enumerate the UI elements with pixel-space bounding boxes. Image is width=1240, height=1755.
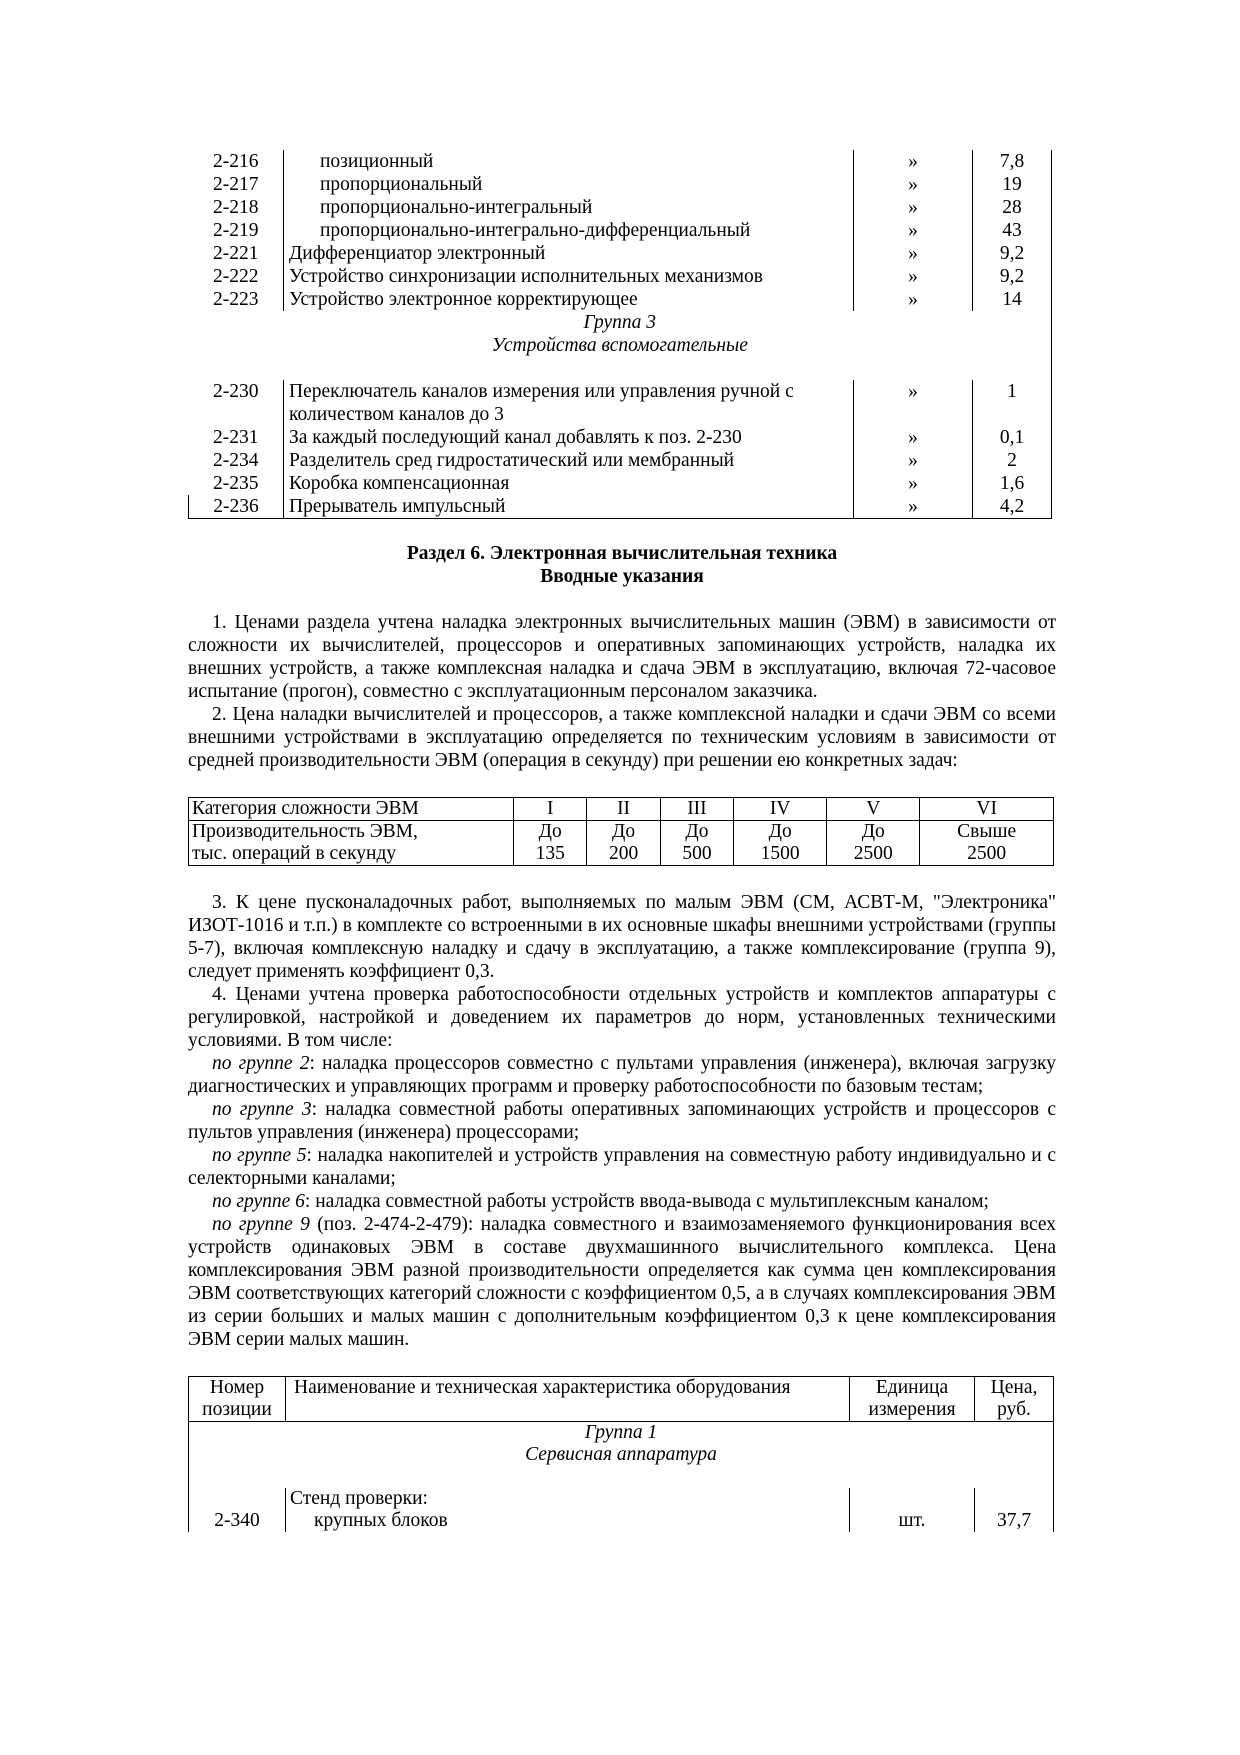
table-row xyxy=(189,472,1052,495)
item-price: 0,1 xyxy=(973,426,1052,449)
position-number: 2-236 xyxy=(189,495,284,519)
item-unit: » xyxy=(854,196,973,219)
item-name: Разделитель сред гидростатический или мембранный xyxy=(284,449,854,472)
item-price: 9,2 xyxy=(973,242,1052,265)
notes-paragraphs xyxy=(188,891,1056,1351)
item-price: 1 xyxy=(973,380,1052,426)
item-subname: крупных блоков xyxy=(314,1510,448,1531)
paragraph-2: 2. Цена наладки вычислителей и процессоров, а также комплексной наладки и сдачи ЭВМ со всеми внешними устройствами в эксплуатацию определяется по техническим условиям в зависимости от средней производительности ЭВМ (операция в секунду) при решении ею конкретных задач: xyxy=(188,704,1056,771)
position-number: 2-230 xyxy=(213,381,259,402)
position-number: 2-217 xyxy=(213,174,259,195)
item-name: пропорциональный xyxy=(284,173,854,196)
price-table-continuation xyxy=(188,150,1052,519)
paragraph-3: 3. К цене пусконаладочных работ, выполняемых по малым ЭВМ (СМ, АСВТ-М, "Электроника" ИЗОТ-1016 и т.п.) в комплекте со встроенными в их основные шкафы внешними устройствами (группы 5-7), включая комплексную наладку и сдачу в эксплуатацию, а также комплексирование (группа 9), следует применять коэффициент 0,3. xyxy=(188,892,1056,982)
performance-cell: До 2500 xyxy=(827,821,920,866)
group-9-note: по группе 9 (поз. 2-474-2-479): наладка совместного и взаимозаменяемого функционирования всех устройств одинаковых ЭВМ в составе двухмашинного вычислительного комплекса. Цена комплексирования ЭВМ разной производительности определяется как сумма цен комплексирования ЭВМ соответствующих категорий сложности с коэффициентом 0,5, а в случаях комплексирования ЭВМ из серии больших и малых машин с дополнительным коэффициентом 0,3 к цене комплексирования ЭВМ серии малых машин. xyxy=(188,1214,1056,1350)
position-number: 2-218 xyxy=(213,197,259,218)
category-cell: II xyxy=(587,798,660,821)
item-name: Устройство электронное корректирующее xyxy=(284,288,854,311)
table-row xyxy=(189,265,1052,288)
document-page xyxy=(188,150,1056,1532)
performance-cell: Свыше 2500 xyxy=(920,821,1054,866)
group-subtitle: Устройства вспомогательные xyxy=(189,334,1052,357)
item-unit: » xyxy=(854,426,973,449)
category-cell: V xyxy=(827,798,920,821)
item-unit: » xyxy=(854,472,973,495)
header-item-name: Наименование и техническая характеристика оборудования xyxy=(286,1377,850,1422)
category-cell: VI xyxy=(920,798,1054,821)
position-number: 2-222 xyxy=(213,266,259,287)
item-unit: » xyxy=(854,449,973,472)
item-unit: » xyxy=(854,380,973,426)
item-price: 4,2 xyxy=(973,495,1052,519)
table-row xyxy=(189,196,1052,219)
group-6-note: по группе 6: наладка совместной работы устройств ввода-вывода с мультиплексным каналом; xyxy=(212,1191,989,1212)
group-2-note: по группе 2: наладка процессоров совместно с пультами управления (инженера), включая загрузку диагностических и управляющих программ и проверку работоспособности по базовым тестам; xyxy=(188,1053,1056,1097)
group-subtitle: Сервисная аппаратура xyxy=(525,1444,717,1465)
section-title: Раздел 6. Электронная вычислительная техника xyxy=(406,543,838,564)
table-row xyxy=(189,150,1052,173)
performance-cell: До 500 xyxy=(660,821,733,866)
header-position-number: Номер позиции xyxy=(189,1377,286,1422)
item-price: 19 xyxy=(973,173,1052,196)
performance-cell: До 200 xyxy=(587,821,660,866)
table-row xyxy=(189,173,1052,196)
group-title: Группа 3 xyxy=(189,311,1052,334)
item-unit: шт. xyxy=(850,1488,975,1532)
item-unit: » xyxy=(854,150,973,173)
section-subtitle: Вводные указания xyxy=(540,566,704,587)
item-price: 14 xyxy=(973,288,1052,311)
item-name: пропорционально-интегрально-дифференциальный xyxy=(284,219,854,242)
table-row xyxy=(189,219,1052,242)
category-cell: III xyxy=(660,798,733,821)
item-unit: » xyxy=(854,219,973,242)
table-row xyxy=(189,380,1052,426)
position-number: 2-216 xyxy=(213,151,259,172)
table-row xyxy=(189,495,1052,519)
position-number: 2-340 xyxy=(189,1488,286,1532)
item-price: 37,7 xyxy=(975,1488,1054,1532)
item-heading: Стенд проверки: xyxy=(290,1488,428,1509)
table-row xyxy=(189,426,1052,449)
paragraph-4: 4. Ценами учтена проверка работоспособности отдельных устройств и комплектов аппаратуры с регулировкой, настройкой и доведением их параметров до норм, установленных техническими условиями. В том числе: xyxy=(188,984,1056,1051)
item-unit: » xyxy=(854,288,973,311)
header-price: Цена, руб. xyxy=(975,1377,1054,1422)
table-header-row xyxy=(189,1377,1054,1422)
item-price: 2 xyxy=(973,449,1052,472)
paragraph-1: 1. Ценами раздела учтена наладка электронных вычислительных машин (ЭВМ) в зависимости от сложности их вычислителей, процессоров и оперативных запоминающих устройств, наладка их внешних устройств, а также комплексная наладка и сдача ЭВМ в эксплуатацию, включая 72-часовое испытание (прогон), совместно с эксплуатационным персоналом заказчика. xyxy=(188,612,1056,702)
item-name: позиционный xyxy=(284,150,854,173)
item-price: 7,8 xyxy=(973,150,1052,173)
complexity-category-table xyxy=(188,797,1054,866)
item-unit: » xyxy=(854,265,973,288)
item-price: 1,6 xyxy=(973,472,1052,495)
item-name: Устройство синхронизации исполнительных механизмов xyxy=(284,265,854,288)
item-name xyxy=(286,1488,850,1532)
position-number: 2-219 xyxy=(213,220,259,241)
group-heading-row xyxy=(189,1422,1054,1489)
category-row xyxy=(189,798,1054,821)
table-row xyxy=(189,449,1052,472)
item-price: 28 xyxy=(973,196,1052,219)
category-label: Категория сложности ЭВМ xyxy=(189,798,514,821)
position-number: 2-221 xyxy=(213,243,259,264)
item-name: Коробка компенсационная xyxy=(284,472,854,495)
position-number: 2-231 xyxy=(213,427,259,448)
item-unit: » xyxy=(854,173,973,196)
table-row xyxy=(189,1488,1054,1532)
table-row xyxy=(189,288,1052,311)
position-number: 2-235 xyxy=(213,473,259,494)
position-number: 2-223 xyxy=(213,289,259,310)
item-price: 43 xyxy=(973,219,1052,242)
performance-cell: До 135 xyxy=(514,821,587,866)
item-name: Переключатель каналов измерения или управления ручной с количеством каналов до 3 xyxy=(284,380,854,426)
intro-paragraphs xyxy=(188,611,1056,772)
category-cell: IV xyxy=(734,798,827,821)
group-3-note: по группе 3: наладка совместной работы оперативных запоминающих устройств и процессоров с пультов управления (инженера) процессорами; xyxy=(188,1099,1056,1143)
item-name: За каждый последующий канал добавлять к поз. 2-230 xyxy=(284,426,854,449)
item-unit: » xyxy=(854,495,973,519)
table-row xyxy=(189,242,1052,265)
position-number: 2-234 xyxy=(213,450,259,471)
category-cell: I xyxy=(514,798,587,821)
item-unit: » xyxy=(854,242,973,265)
performance-label: Производительность ЭВМ, тыс. операций в секунду xyxy=(189,821,514,866)
group-title: Группа 1 xyxy=(584,1422,658,1443)
performance-row xyxy=(189,821,1054,866)
group-heading-row xyxy=(189,311,1052,334)
equipment-price-table xyxy=(188,1376,1054,1532)
item-name: Прерыватель импульсный xyxy=(284,495,854,519)
group-5-note: по группе 5: наладка накопителей и устройств управления на совместную работу индивидуально и с селекторными каналами; xyxy=(188,1145,1056,1189)
header-unit: Единица измерения xyxy=(850,1377,975,1422)
performance-cell: До 1500 xyxy=(734,821,827,866)
item-name: пропорционально-интегральный xyxy=(284,196,854,219)
item-price: 9,2 xyxy=(973,265,1052,288)
item-name: Дифференциатор электронный xyxy=(284,242,854,265)
